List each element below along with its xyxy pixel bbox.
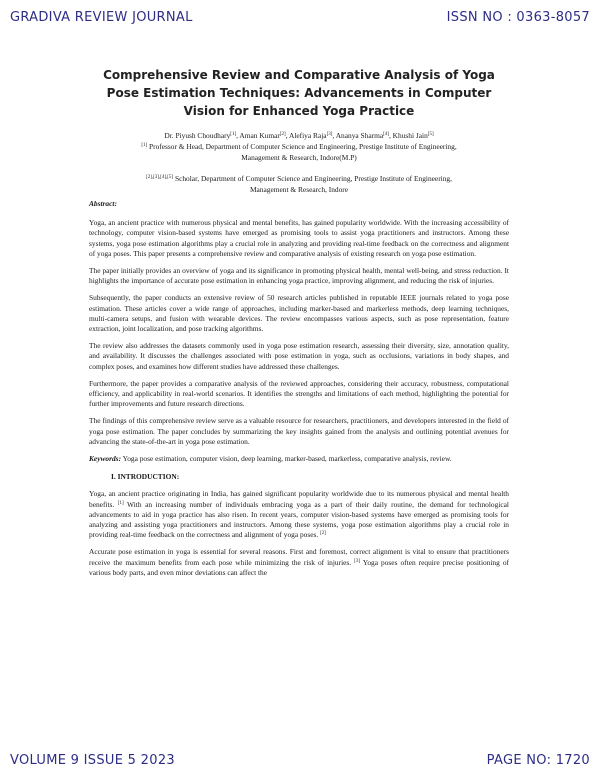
affiliation-line: Management & Research, Indore <box>249 185 349 194</box>
page-number: PAGE NO: 1720 <box>486 753 590 768</box>
paper-title: Comprehensive Review and Comparative Analysis of Yoga Pose Estimation Techniques: Advancements in Computer Vision for Enhanced Yoga Practice <box>103 68 495 118</box>
abstract-paragraph: The review also addresses the datasets commonly used in yoga pose estimation research, assessing their diversity, size, annotation quality, and availability. It discusses the challenges associated with pose estimation in yoga, such as occlusions, variations in body shapes, and complex poses, and examines how different studies have addressed these challenges. <box>89 341 509 371</box>
intro-text: With an increasing number of individuals embracing yoga as a part of their daily routine, the demand for technological advancements to aid in yoga practice has also risen. In recent years, computer vision-based systems have emerged as promising tools for analyzing and assisting yoga practitioners and instructors. Among these systems, yoga pose estimation algorithms play a crucial role in providing real-time feedback on the correctness and alignment of yoga poses. <box>89 499 509 540</box>
affiliation-line: Management & Research, Indore(M.P) <box>241 153 357 162</box>
paper-body <box>89 66 509 585</box>
affiliation-line: Professor & Head, Department of Computer Science and Engineering, Prestige Institute of Engineering, <box>149 142 457 151</box>
intro-paragraph <box>89 489 509 540</box>
intro-paragraph <box>89 547 509 578</box>
section-heading: I. INTRODUCTION: <box>111 472 180 482</box>
author-name: Alefiya Raja <box>289 131 327 140</box>
affiliation-sup: [2],[3],[4],[5] <box>146 175 174 180</box>
citation: [2] <box>320 531 326 537</box>
author-sup: [5] <box>427 132 434 137</box>
intro-text: Accurate pose estimation in yoga is essential for several reasons. First and foremost, correct alignment is vital to ensure that practitioners receive the maximum benefits from each pose while minimizing the risk of injuries. <box>89 547 509 567</box>
author-name: Ananya Sharma <box>335 131 384 140</box>
abstract-paragraph: The findings of this comprehensive review serve as a valuable resource for researchers, practitioners, and developers interested in the field of yoga pose estimation. The paper concludes by summarizing the key insights gained from the analysis and outlining potential avenues for advancing the state-of-the-art in yoga pose estimation. <box>89 416 509 446</box>
abstract-paragraph: Subsequently, the paper conducts an extensive review of 50 research articles published in reputable IEEE journals related to yoga pose estimation. These articles cover a wide range of approaches, including marker-based and markerless methods, deep learning techniques, multi-camera setups, and fusion with wearable devices. The review encompasses various aspects, such as pose representation, feature extraction, joint localization, and pose tracking algorithms. <box>89 293 509 334</box>
journal-name: GRADIVA REVIEW JOURNAL <box>10 10 193 25</box>
keywords-text: Yoga pose estimation, computer vision, deep learning, marker-based, markerless, comparative analysis, review. <box>122 454 452 464</box>
intro-text: Yoga, an ancient practice originating in India, has gained significant popularity worldwide due to its numerous physical and mental health benefits. <box>89 489 509 509</box>
author-sup: [3] <box>326 132 333 137</box>
affiliation-2 <box>89 173 509 195</box>
author-sup: [1] <box>230 132 237 137</box>
author-name: Aman Kumar <box>239 131 280 140</box>
abstract-paragraph: Yoga, an ancient practice with numerous physical and mental benefits, has gained popularity worldwide. With the increasing accessibility of technology, computer vision-based systems have emerged as promising tools to assist yoga practitioners and instructors. Among these systems, yoga pose estimation algorithms play a crucial role in analyzing and providing real-time feedback on the correctness and alignment of yoga poses. This paper presents a comprehensive review and comparative analysis of existing research on yoga pose estimation. <box>89 218 509 258</box>
affiliation-sup: [1] <box>141 143 148 148</box>
affiliation-1 <box>89 141 509 163</box>
author-name: Khushi Jain <box>392 131 428 140</box>
author-sup: [4] <box>383 132 389 137</box>
volume-issue: VOLUME 9 ISSUE 5 2023 <box>10 753 175 768</box>
abstract-paragraph: Furthermore, the paper provides a comparative analysis of the reviewed approaches, considering their accuracy, robustness, computational efficiency, and applicability in real-world scenarios. It identifies the strengths and limitations of each method, highlighting the potential for further improvements and future research directions. <box>89 378 509 409</box>
abstract-heading: Abstract: <box>89 199 117 208</box>
keywords <box>89 454 509 464</box>
author-sup: [2] <box>279 132 286 137</box>
citation: [3] <box>354 558 361 564</box>
abstract-paragraph: The paper initially provides an overview of yoga and its significance in promoting physical health, mental well-being, and stress reduction. It highlights the importance of accurate pose estimation in enhancing yoga practice, improving alignment, and reducing the risk of injuries. <box>89 266 509 286</box>
author-list: Dr. Piyush Choudhary[1], Aman Kumar[2], Alefiya Raja[3], Ananya Sharma[4], Khushi Jain[5] <box>164 131 434 140</box>
author-name: Dr. Piyush Choudhary <box>164 131 231 140</box>
intro-text: Yoga poses often require precise positioning of various body parts, and even minor deviations can affect the <box>89 557 509 577</box>
keywords-label: Keywords: <box>89 454 122 464</box>
affiliation-line: Scholar, Department of Computer Science and Engineering, Prestige Institute of Engineering, <box>174 174 452 183</box>
citation: [1] <box>117 500 124 506</box>
issn-number: ISSN NO : 0363-8057 <box>446 10 590 25</box>
